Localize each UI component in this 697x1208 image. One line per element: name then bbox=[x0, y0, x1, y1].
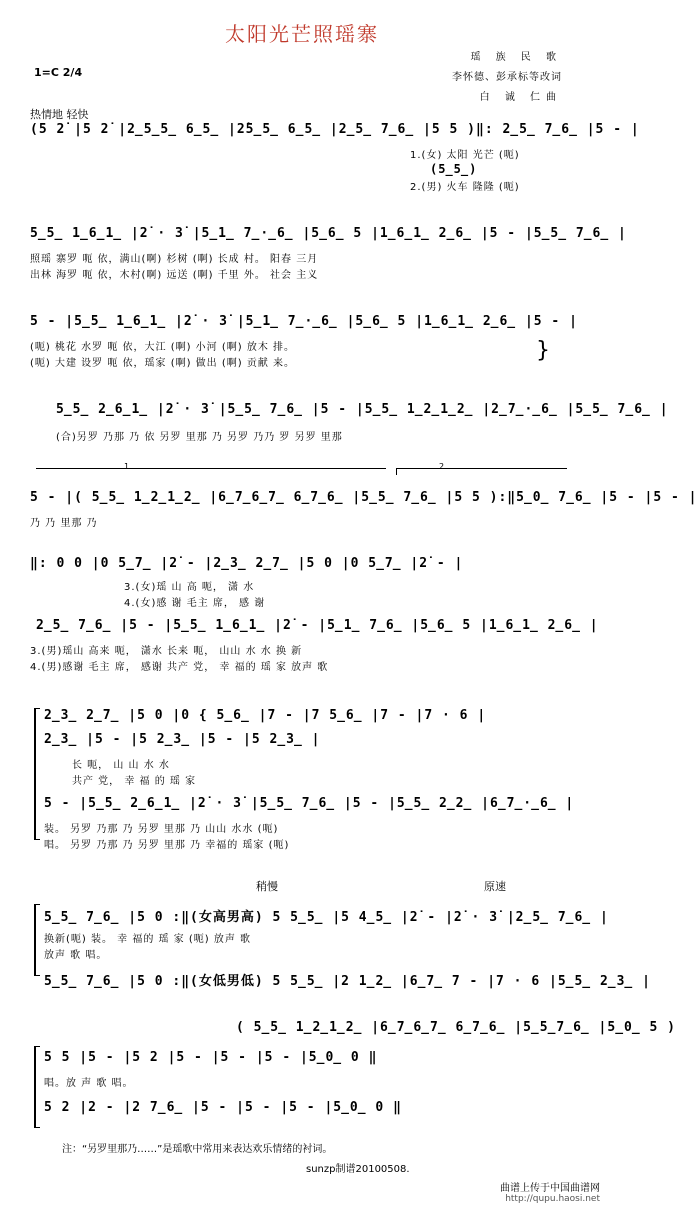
lyric-line: 长 呃， 山 山 水 水 bbox=[72, 760, 170, 771]
notation-line: (5 2̇ |5 2̇ |2̲5̲5̲ 6̲5̲ |2̇5̲5̲ 6̲5̲ |2̲5̲ 7̲6̲ |5 5 )‖: 2̲5̲ 7̲6̲ |5 - | bbox=[30, 122, 640, 137]
notation-line-upper: 2̲3̲ 2̲7̲ |5 0 |0 { 5̲6̲ |7 - |7 5̲6̲ |7 - |7 · 6 | bbox=[44, 708, 487, 723]
footnote: 注：“另罗里那乃……”是瑶歌中常用来表达欢乐情绪的衬词。 bbox=[62, 1144, 333, 1155]
lyric-line: 放声 歌 唱。 bbox=[44, 950, 108, 961]
lyric-line: 共产 党， 幸 福 的 瑶 家 bbox=[72, 776, 197, 787]
site-brand-name: 曲谱上传于中国曲谱网 bbox=[500, 1183, 600, 1194]
lyric-line: 唱。 另罗 乃那 乃 另罗 里那 乃 幸福的 瑶家 (呃) bbox=[44, 840, 290, 851]
lyric-line: 4.(男)感谢 毛主 席， 感谢 共产 党， 幸 福的 瑶 家 放声 歌 bbox=[30, 662, 329, 673]
lyric-line: 出林 海罗 呃 依，木村(啊) 远送 (啊) 千里 外。 社会 主义 bbox=[30, 270, 319, 281]
tempo-marking: 热情地 轻快 bbox=[30, 108, 89, 121]
notation-line: 5̲5̲ 1̲6̲1̲ |2̇ · 3̇ |5̲1̲ 7̲·̲6̲ |5̲6̲ 5 |1̲6̲1̲ 2̲6̲ |5 - |5̲5̲ 7̲6̲ | bbox=[30, 226, 627, 241]
system-bracket bbox=[34, 1046, 40, 1128]
notation-line-upper: ‖: 0 0 |0 5̲7̲ |2̇ - |2̲3̲ 2̲7̲ |5 0 |0 5̲7̲ |2̇ - | bbox=[30, 556, 464, 571]
lyric-line: (5̲5̲) bbox=[430, 162, 478, 176]
lyric-line: (呃) 大建 设罗 呃 依，瑶家 (啊) 做出 (啊) 贡献 来。 bbox=[30, 358, 296, 369]
lyric-line: 照瑶 寨罗 呃 依，满山(啊) 杉树 (啊) 长成 村。 阳春 三月 bbox=[30, 254, 319, 265]
system-bracket bbox=[34, 708, 40, 840]
notation-line-lower: 5̲5̲ 7̲6̲ |5 0 :‖(女低男低) 5 5̲5̲ |2 1̲2̲ |6̲7̲ 7 - |7 · 6 |5̲5̲ 2̲3̲ | bbox=[44, 974, 651, 989]
notation-line: 5 - |( 5̲5̲ 1̲2̲1̲2̲ |6̲7̲6̲7̲ 6̲7̲6̲ |5̲5̲ 7̲6̲ |5 5 ):‖5̲0̲ 7̲6̲ |5 - |5 - | bbox=[30, 490, 697, 505]
lyric-line: 2.(男) 火车 隆隆 (呃) bbox=[410, 182, 520, 193]
lyric-line: 3.(男)瑶山 高来 呃， 潇水 长来 呃， 山山 水 水 换 新 bbox=[30, 646, 303, 657]
tempo-original: 原速 bbox=[484, 880, 506, 893]
credit-lyricist: 李怀德、彭承标等改词 bbox=[452, 72, 562, 83]
notation-line: 5̲5̲ 2̲6̲1̲ |2̇ · 3̇ |5̲5̲ 7̲6̲ |5 - |5̲5̲ 1̲2̲1̲2̲ |2̲7̲·̲6̲ |5̲5̲ 7̲6̲ | bbox=[56, 402, 669, 417]
volta-first-ending: 1 bbox=[36, 468, 386, 475]
volta-second-ending: 2 bbox=[396, 468, 567, 475]
notation-line: 5 - |5̲5̲ 1̲6̲1̲ |2̇ · 3̇ |5̲1̲ 7̲·̲6̲ |5̲6̲ 5 |1̲6̲1̲ 2̲6̲ |5 - | bbox=[30, 314, 578, 329]
system-bracket bbox=[34, 904, 40, 976]
notation-line-lower: 5 2 |2 - |2 7̲6̲ |5 - |5 - |5 - |5̲0̲ 0 ‖ bbox=[44, 1100, 402, 1115]
notation-line-lower: 5 - |5̲5̲ 2̲6̲1̲ |2̇ · 3̇ |5̲5̲ 7̲6̲ |5 - |5̲5̲ 2̲2̲ |6̲7̲·̲6̲ | bbox=[44, 796, 575, 811]
lyric-line: 换新(呃) 装。 幸 福的 瑶 家 (呃) 放声 歌 bbox=[44, 934, 252, 945]
tempo-slower: 稍慢 bbox=[256, 880, 278, 893]
notation-line-upper: 5 5 |5 - |5 2 |5 - |5 - |5 - |5̲0̲ 0 ‖ bbox=[44, 1050, 378, 1065]
notation-line-middle: 2̲3̲ |5 - |5 2̲3̲ |5 - |5 2̲3̲ | bbox=[44, 732, 321, 747]
lyric-line: 唱。放 声 歌 唱。 bbox=[44, 1078, 134, 1089]
engraver-credit: sunzp制谱20100508. bbox=[306, 1164, 410, 1175]
lyric-line: 乃 乃 里那 乃 bbox=[30, 518, 98, 529]
notation-line-intro: ( 5̲5̲ 1̲2̲1̲2̲ |6̲7̲6̲7̲ 6̲7̲6̲ |5̲5̲7̲6̲ |5̲0̲ 5 ) bbox=[236, 1020, 676, 1035]
site-brand bbox=[500, 1179, 600, 1204]
notation-line-upper: 5̲5̲ 7̲6̲ |5 0 :‖(女高男高) 5 5̲5̲ |5 4̲5̲ |2̇ - |2̇ · 3̇ |2̲5̲ 7̲6̲ | bbox=[44, 910, 609, 925]
credit-origin: 瑶 族 民 歌 bbox=[470, 52, 562, 63]
page-title: 太阳光芒照瑶寨 bbox=[225, 22, 379, 46]
lyric-line: 装。 另罗 乃那 乃 另罗 里那 乃 山山 水水 (呃) bbox=[44, 824, 279, 835]
lyric-line: 4.(女)感 谢 毛主 席， 感 谢 bbox=[124, 598, 266, 609]
site-brand-url[interactable]: http://qupu.haosi.net bbox=[505, 1194, 600, 1204]
lyric-line: (合)另罗 乃那 乃 依 另罗 里那 乃 另罗 乃乃 罗 另罗 里那 bbox=[56, 432, 343, 443]
lyric-line: (呃) 桃花 水罗 呃 依，大江 (啊) 小河 (啊) 放木 排。 bbox=[30, 342, 296, 353]
brace-symbol: } bbox=[536, 338, 550, 363]
credit-composer: 白 诚 仁曲 bbox=[479, 92, 562, 103]
notation-line-lower: 2̲5̲ 7̲6̲ |5 - |5̲5̲ 1̲6̲1̲ |2̇ - |5̲1̲ 7̲6̲ |5̲6̲ 5 |1̲6̲1̲ 2̲6̲ | bbox=[36, 618, 599, 633]
key-signature: 1=C 2/4 bbox=[34, 66, 83, 79]
lyric-line: 3.(女)瑶 山 高 呃， 潇 水 bbox=[124, 582, 255, 593]
lyric-line: 1.(女) 太阳 光芒 (呃) bbox=[410, 150, 520, 161]
